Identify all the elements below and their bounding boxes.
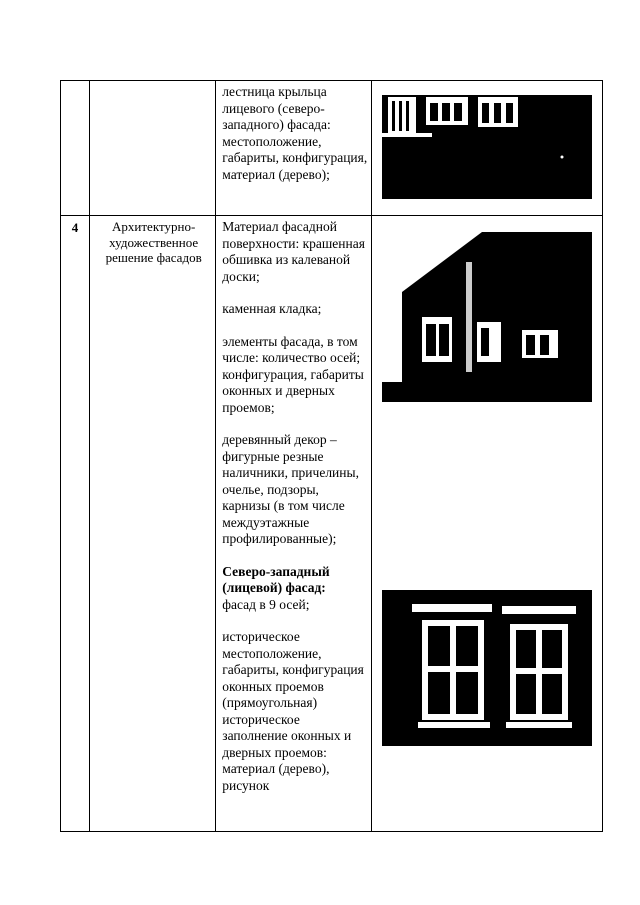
table-row <box>61 81 603 216</box>
description-paragraph: элементы фасада, в том числе: количество осей; конфигурация, габариты оконных и дверных проемов; <box>222 333 364 415</box>
description-paragraph: деревянный декор – фигурные резные наличники, причелины, очелье, подзоры, карнизы (в том числе междуэтажные профилированные); <box>222 432 359 546</box>
description-cell <box>216 216 371 832</box>
row-number-cell: 4 <box>61 216 90 832</box>
house-photo <box>382 232 592 402</box>
facade-axes-text: фасад в 9 осей; <box>222 596 310 612</box>
photo-cell <box>371 81 602 216</box>
facade-heading-paragraph <box>222 564 367 614</box>
section-name-cell <box>90 81 216 216</box>
table-row <box>61 216 603 832</box>
description-text: лестница крыльца лицевого (северо-западного) фасада: местоположение, габариты, конфигурация, материал (дерево); <box>222 84 368 182</box>
facade-window-photo <box>382 590 592 746</box>
description-paragraph: Материал фасадной поверхности: крашенная обшивка из калеваной доски; <box>222 219 365 284</box>
photo-cell <box>371 216 602 832</box>
section-name-cell: Архитектурно-художественное решение фасадов <box>90 216 216 832</box>
porch-photo <box>382 95 592 199</box>
document-table <box>60 80 603 832</box>
row-number-cell <box>61 81 90 216</box>
facade-heading: Северо-западный (лицевой) фасад: <box>222 563 330 595</box>
description-paragraph: каменная кладка; <box>222 301 322 316</box>
description-paragraph: историческое местоположение, габариты, конфигурация оконных проемов (прямоугольная) историческое заполнение оконных и дверных проемов: материал (дерево), рисунок <box>222 629 364 793</box>
description-cell <box>216 81 371 216</box>
